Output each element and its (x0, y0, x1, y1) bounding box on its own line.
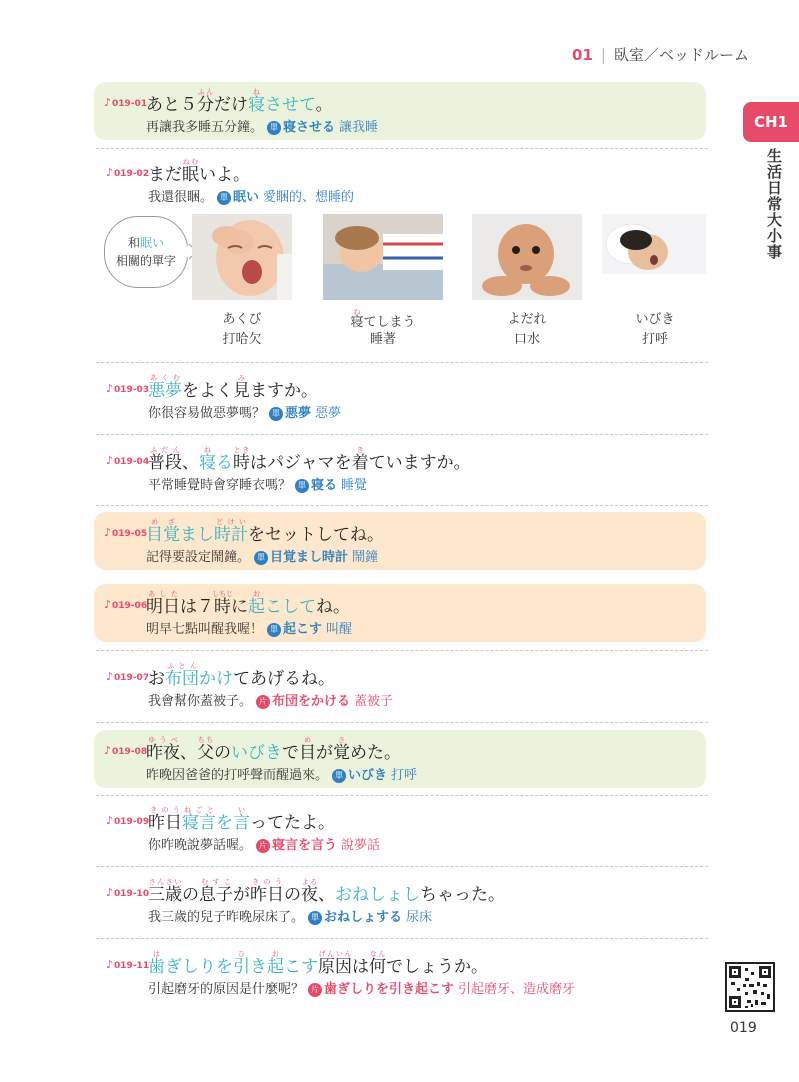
vocab-word: いびき (348, 768, 388, 783)
related-words-bubble: 和眠い 相關的單字 (104, 216, 188, 288)
vocab-word: 寝る (311, 478, 338, 493)
phrase-entry (96, 440, 706, 498)
chinese-translation: 我還很睏。 單 眠い 愛睏的、想睡的 (148, 190, 355, 205)
vocab-word: 布団をかける (272, 694, 351, 709)
phrase-entry (94, 512, 706, 570)
dashed-divider (96, 795, 708, 796)
vocab-word: 目覚まし時計 (270, 550, 349, 565)
vocab-meaning: 叫醒 (326, 622, 353, 637)
japanese-sentence: お布団ふとんかけてあげるね。 (148, 662, 335, 689)
phrase-entry (94, 584, 706, 642)
vocab-word: 寝させる (283, 120, 336, 135)
vocab-meaning: 睡覺 (341, 478, 368, 493)
dashed-divider (96, 362, 708, 363)
chinese-translation: 平常睡覺時會穿睡衣嗎？ 單 寝る 睡覺 (148, 478, 368, 493)
vocab-word: 寝言を言う (272, 838, 338, 853)
japanese-sentence: 目覚めざまし時計どけいをセットしてね。 (146, 518, 384, 545)
chinese-translation: 再讓我多睡五分鐘。 單 寝させる 讓我睡 (146, 120, 379, 135)
phrase-entry (96, 152, 706, 210)
japanese-sentence: 悪夢あくむをよく見みますか。 (148, 374, 318, 401)
phrase-entry (96, 656, 706, 714)
qr-code-icon[interactable] (725, 962, 775, 1012)
vocab-meaning: 說夢話 (341, 838, 381, 853)
phrase-badge-icon: 片 (308, 983, 322, 997)
phrase-entry (94, 82, 706, 140)
chinese-translation: 我會幫你蓋被子。 片 布団をかける 蓋被子 (148, 694, 394, 709)
dashed-divider (96, 434, 708, 435)
music-note-icon: ♪ (104, 526, 112, 539)
japanese-sentence: 明日あしたは７時しちじに起おこしてね。 (146, 590, 350, 617)
music-note-icon: ♪ (106, 670, 114, 683)
photo-label-jp: あくび (222, 312, 262, 327)
chapter-side-title: 生活日常大小事 (765, 148, 783, 260)
japanese-sentence: 昨夜ゆうべ、父ちちのいびきで目めが覚さめた。 (146, 736, 401, 763)
music-note-icon: ♪ (104, 96, 112, 109)
word-badge-icon: 單 (295, 479, 309, 493)
japanese-sentence: 昨日きのう寝言ねごとを言いってたよ。 (148, 806, 335, 833)
word-badge-icon: 單 (332, 769, 346, 783)
chinese-translation: 我三歲的兒子昨晚尿床了。 單 おねしょする 尿床 (148, 910, 433, 925)
photo-label-jp: よだれ (507, 312, 547, 327)
vocab-meaning: 愛睏的、想睡的 (263, 190, 355, 205)
photo-label-cn: 打呼 (641, 332, 668, 347)
dashed-divider (96, 866, 708, 867)
music-note-icon: ♪ (104, 598, 112, 611)
audio-track-code[interactable]: ♪019-04 (106, 454, 150, 467)
music-note-icon: ♪ (104, 744, 112, 757)
vocab-word: おねしょする (324, 910, 403, 925)
vocab-meaning: 打呼 (391, 768, 418, 783)
drooling-baby-photo (472, 214, 582, 300)
chapter-section-title: 臥室／ベッドルーム (613, 46, 749, 64)
japanese-sentence: まだ眠ねむいよ。 (148, 158, 250, 185)
vocab-word: 眠い (233, 190, 260, 205)
audio-track-code[interactable]: ♪019-09 (106, 814, 150, 827)
yawning-baby-photo (192, 214, 292, 300)
vocab-word: 歯ぎしりを引き起こす (324, 982, 455, 997)
audio-track-code[interactable]: ♪019-08 (104, 744, 148, 757)
dashed-divider (96, 505, 708, 506)
vocab-meaning: 引起磨牙、造成磨牙 (458, 982, 576, 997)
japanese-sentence: 普段ふだん、寝ねる時ときはパジャマを着きていますか。 (148, 446, 471, 473)
audio-track-code[interactable]: ♪019-01 (104, 96, 148, 109)
japanese-sentence: 三歳さんさいの息子むすこが昨日きのうの夜よる、おねしょしちゃった。 (148, 878, 505, 905)
audio-track-code[interactable]: ♪019-11 (106, 958, 150, 971)
word-badge-icon: 單 (269, 407, 283, 421)
photo-label-jp: 寝ねてしまう (350, 308, 416, 330)
chapter-number: 01 (572, 46, 593, 64)
dashed-divider (96, 650, 708, 651)
vocab-word: 起こす (283, 622, 323, 637)
japanese-sentence: あと５分ふんだけ寝ねさせて。 (146, 88, 333, 115)
vocab-meaning: 尿床 (406, 910, 433, 925)
japanese-sentence: 歯はぎしりを引ひき起おこす原因げんいんは何なんでしょうか。 (148, 950, 488, 977)
music-note-icon: ♪ (106, 382, 114, 395)
chinese-translation: 記得要設定鬧鐘。 單 目覚まし時計 鬧鐘 (146, 550, 379, 565)
chinese-translation: 明早七點叫醒我喔！ 單 起こす 叫醒 (146, 622, 353, 637)
audio-track-code[interactable]: ♪019-05 (104, 526, 148, 539)
phrase-entry (94, 730, 706, 788)
chinese-translation: 你昨晚說夢話喔。 片 寝言を言う 說夢話 (148, 838, 381, 853)
audio-track-code[interactable]: ♪019-02 (106, 166, 150, 179)
audio-track-code[interactable]: ♪019-07 (106, 670, 150, 683)
music-note-icon: ♪ (106, 454, 114, 467)
phrase-badge-icon: 片 (256, 839, 270, 853)
photo-label-jp: いびき (635, 312, 675, 327)
chinese-translation: 昨晚因爸爸的打呼聲而醒過來。 單 いびき 打呼 (146, 768, 418, 783)
dashed-divider (96, 148, 708, 149)
word-badge-icon: 單 (217, 191, 231, 205)
vocab-meaning: 讓我睡 (339, 120, 379, 135)
photo-label-cn: 打哈欠 (222, 332, 262, 347)
photo-label-cn: 睡著 (369, 332, 396, 347)
phrase-entry (96, 368, 706, 426)
page-number: 019 (730, 1020, 757, 1036)
word-badge-icon: 單 (254, 551, 268, 565)
audio-track-code[interactable]: ♪019-06 (104, 598, 148, 611)
audio-track-code[interactable]: ♪019-10 (106, 886, 150, 899)
phrase-badge-icon: 片 (256, 695, 270, 709)
phrase-entry (96, 944, 706, 1002)
chinese-translation: 引起磨牙的原因是什麼呢？ 片 歯ぎしりを引き起こす 引起磨牙、造成磨牙 (148, 982, 576, 997)
vocab-meaning: 惡夢 (315, 406, 342, 421)
page-header (572, 44, 749, 65)
header-separator: | (600, 46, 606, 64)
snoring-man-photo (602, 214, 706, 300)
sleeping-toddler-photo (323, 214, 443, 300)
phrase-entry (96, 872, 706, 930)
word-badge-icon: 單 (308, 911, 322, 925)
chapter-tab[interactable]: CH1 (743, 102, 799, 142)
vocab-meaning: 鬧鐘 (352, 550, 379, 565)
vocab-meaning: 蓋被子 (354, 694, 394, 709)
word-badge-icon: 單 (267, 623, 281, 637)
music-note-icon: ♪ (106, 958, 114, 971)
phrase-entry (96, 800, 706, 858)
audio-track-code[interactable]: ♪019-03 (106, 382, 150, 395)
word-badge-icon: 單 (267, 121, 281, 135)
dashed-divider (96, 722, 708, 723)
vocab-word: 悪夢 (285, 406, 312, 421)
photo-label-cn: 口水 (513, 332, 540, 347)
chinese-translation: 你很容易做惡夢嗎？ 單 悪夢 惡夢 (148, 406, 342, 421)
music-note-icon: ♪ (106, 166, 114, 179)
music-note-icon: ♪ (106, 814, 114, 827)
music-note-icon: ♪ (106, 886, 114, 899)
dashed-divider (96, 938, 708, 939)
